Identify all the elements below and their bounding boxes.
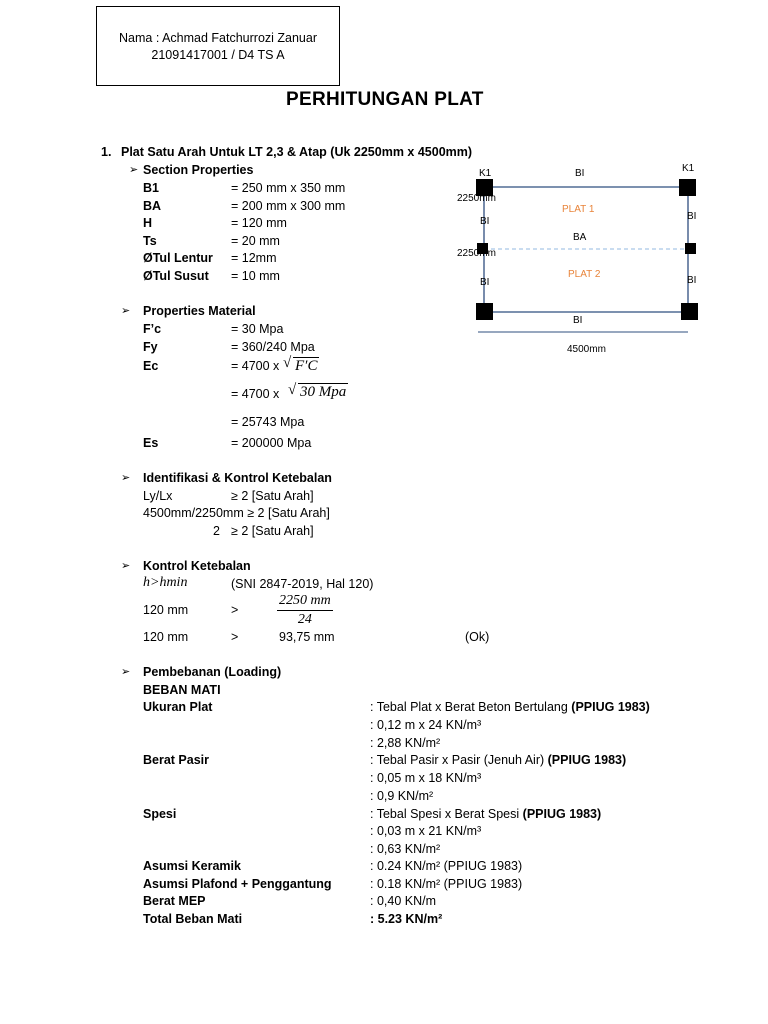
- ec-sqrt-30: 30 Mpa: [300, 384, 347, 400]
- ec-result: = 25743 Mpa: [231, 415, 305, 429]
- hmin-formula: h>hmin: [143, 575, 188, 590]
- label-ba: BA: [573, 232, 587, 243]
- load-formula: [370, 807, 601, 821]
- page-title: PERHITUNGAN PLAT: [286, 89, 484, 110]
- greater-than: >: [231, 603, 239, 617]
- dim-left-top: 2250mm: [457, 193, 496, 204]
- prop-value: = 200 mm x 300 mm: [231, 199, 346, 213]
- load-calc: : 0,12 m x 24 KN/m³: [370, 718, 482, 732]
- label-bi-bottom: BI: [573, 315, 583, 326]
- label-bi-left-bottom: BI: [480, 277, 490, 288]
- prop-label: ØTul Lentur: [143, 251, 213, 265]
- prop-label: B1: [143, 181, 159, 195]
- label-plat-2: PLAT 2: [568, 269, 601, 280]
- identifikasi-heading: Identifikasi & Kontrol Ketebalan: [143, 471, 332, 485]
- total-load-label: Total Beban Mati: [143, 912, 243, 926]
- student-id: 21091417001 / D4 TS A: [151, 48, 285, 62]
- fy-label: Fy: [143, 340, 158, 354]
- column-bottom-left: [476, 303, 493, 320]
- fraction-denominator: 24: [297, 612, 312, 627]
- material-heading: Properties Material: [143, 304, 256, 318]
- ratio-result-value: ≥ 2 [Satu Arah]: [231, 524, 314, 538]
- label-bi-left-top: BI: [480, 216, 490, 227]
- bullet-arrow-icon: ➢: [121, 305, 131, 317]
- load-formula: [370, 700, 650, 714]
- prop-value: = 120 mm: [231, 216, 287, 230]
- beban-mati-heading: BEBAN MATI: [143, 683, 221, 697]
- load-value: : 0.18 KN/m² (PPIUG 1983): [370, 877, 523, 891]
- column-k1-top-right: [679, 179, 696, 196]
- label-bi-right-top: BI: [687, 211, 697, 222]
- kontrol-heading: Kontrol Ketebalan: [143, 559, 251, 573]
- pembebanan-heading: Pembebanan (Loading): [143, 665, 282, 679]
- fc-label: F’c: [143, 322, 162, 336]
- ratio-result-num: 2: [213, 524, 220, 538]
- section-heading: Plat Satu Arah Untuk LT 2,3 & Atap (Uk 2250mm x 4500mm): [121, 145, 473, 159]
- ly-lx-label: Ly/Lx: [143, 489, 173, 503]
- ly-lx-value: ≥ 2 [Satu Arah]: [231, 489, 314, 503]
- bullet-arrow-icon: ➢: [121, 560, 131, 572]
- fc-value: = 30 Mpa: [231, 322, 284, 336]
- dim-left-bottom: 2250mm: [457, 248, 496, 259]
- label-k1-right: K1: [682, 163, 695, 174]
- bullet-arrow-icon: ➢: [121, 666, 131, 678]
- ec-value-1: = 4700 x: [231, 359, 280, 373]
- sqrt-symbol: √: [288, 382, 297, 398]
- ratio-line: 4500mm/2250mm ≥ 2 [Satu Arah]: [143, 506, 330, 520]
- load-result: : 2,88 KN/m²: [370, 736, 441, 750]
- column-mid-right: [685, 243, 696, 254]
- thickness-label: 120 mm: [143, 630, 189, 644]
- ec-value-2: = 4700 x: [231, 387, 280, 401]
- student-name: Nama : Achmad Fatchurrozi Zanuar: [119, 31, 317, 45]
- ok-label: (Ok): [465, 630, 490, 644]
- load-formula-text: : Tebal Plat x Berat Beton Bertulang: [370, 700, 568, 714]
- sni-reference: (SNI 2847-2019, Hal 120): [231, 577, 374, 591]
- student-info-box: [96, 6, 340, 86]
- load-value: : 0,40 KN/m: [370, 894, 436, 908]
- greater-than: >: [231, 630, 239, 644]
- load-label: Spesi: [143, 807, 177, 821]
- hmin-fraction: [277, 593, 333, 628]
- load-label: Asumsi Keramik: [143, 859, 241, 873]
- prop-value: = 250 mm x 350 mm: [231, 181, 346, 195]
- section-properties-heading: Section Properties: [143, 163, 254, 177]
- load-result: : 0,9 KN/m²: [370, 789, 434, 803]
- label-plat-1: PLAT 1: [562, 204, 595, 215]
- load-label: Berat Pasir: [143, 753, 210, 767]
- load-calc: : 0,05 m x 18 KN/m³: [370, 771, 482, 785]
- load-label: Berat MEP: [143, 894, 206, 908]
- fy-value: = 360/240 Mpa: [231, 340, 315, 354]
- load-reference: (PPIUG 1983): [547, 753, 627, 767]
- section-number: 1.: [101, 145, 112, 159]
- total-load-value: : 5.23 KN/m²: [370, 912, 443, 926]
- prop-value: = 12mm: [231, 251, 277, 265]
- prop-label: ØTul Susut: [143, 269, 209, 283]
- plate-layout-diagram: [440, 155, 720, 360]
- label-bi-right-bottom: BI: [687, 275, 697, 286]
- load-formula: [370, 753, 626, 767]
- es-value: = 200000 Mpa: [231, 436, 312, 450]
- ec-label: Ec: [143, 359, 159, 373]
- fraction-numerator: 2250 mm: [277, 593, 333, 611]
- ec-sqrt-fc: F′C: [295, 358, 318, 374]
- prop-label: H: [143, 216, 153, 230]
- load-label: Ukuran Plat: [143, 700, 213, 714]
- column-bottom-right: [681, 303, 698, 320]
- dim-bottom: 4500mm: [567, 344, 606, 355]
- sqrt-symbol: √: [283, 355, 292, 371]
- load-value: : 0.24 KN/m² (PPIUG 1983): [370, 859, 523, 873]
- load-formula-text: : Tebal Spesi x Berat Spesi: [370, 807, 520, 821]
- prop-value: = 20 mm: [231, 234, 280, 248]
- load-reference: (PPIUG 1983): [571, 700, 650, 714]
- bullet-arrow-icon: ➢: [129, 164, 139, 176]
- label-k1-left: K1: [479, 168, 492, 179]
- load-result: : 0,63 KN/m²: [370, 842, 441, 856]
- load-reference: (PPIUG 1983): [522, 807, 602, 821]
- load-calc: : 0,03 m x 21 KN/m³: [370, 824, 482, 838]
- label-bi-top: BI: [575, 168, 585, 179]
- load-label: Asumsi Plafond + Penggantung: [143, 877, 332, 891]
- prop-label: BA: [143, 199, 162, 213]
- prop-value: = 10 mm: [231, 269, 280, 283]
- thickness-label: 120 mm: [143, 603, 189, 617]
- es-label: Es: [143, 436, 159, 450]
- hmin-value: 93,75 mm: [279, 630, 335, 644]
- bullet-arrow-icon: ➢: [121, 472, 131, 484]
- load-formula-text: : Tebal Pasir x Pasir (Jenuh Air): [370, 753, 545, 767]
- prop-label: Ts: [143, 234, 157, 248]
